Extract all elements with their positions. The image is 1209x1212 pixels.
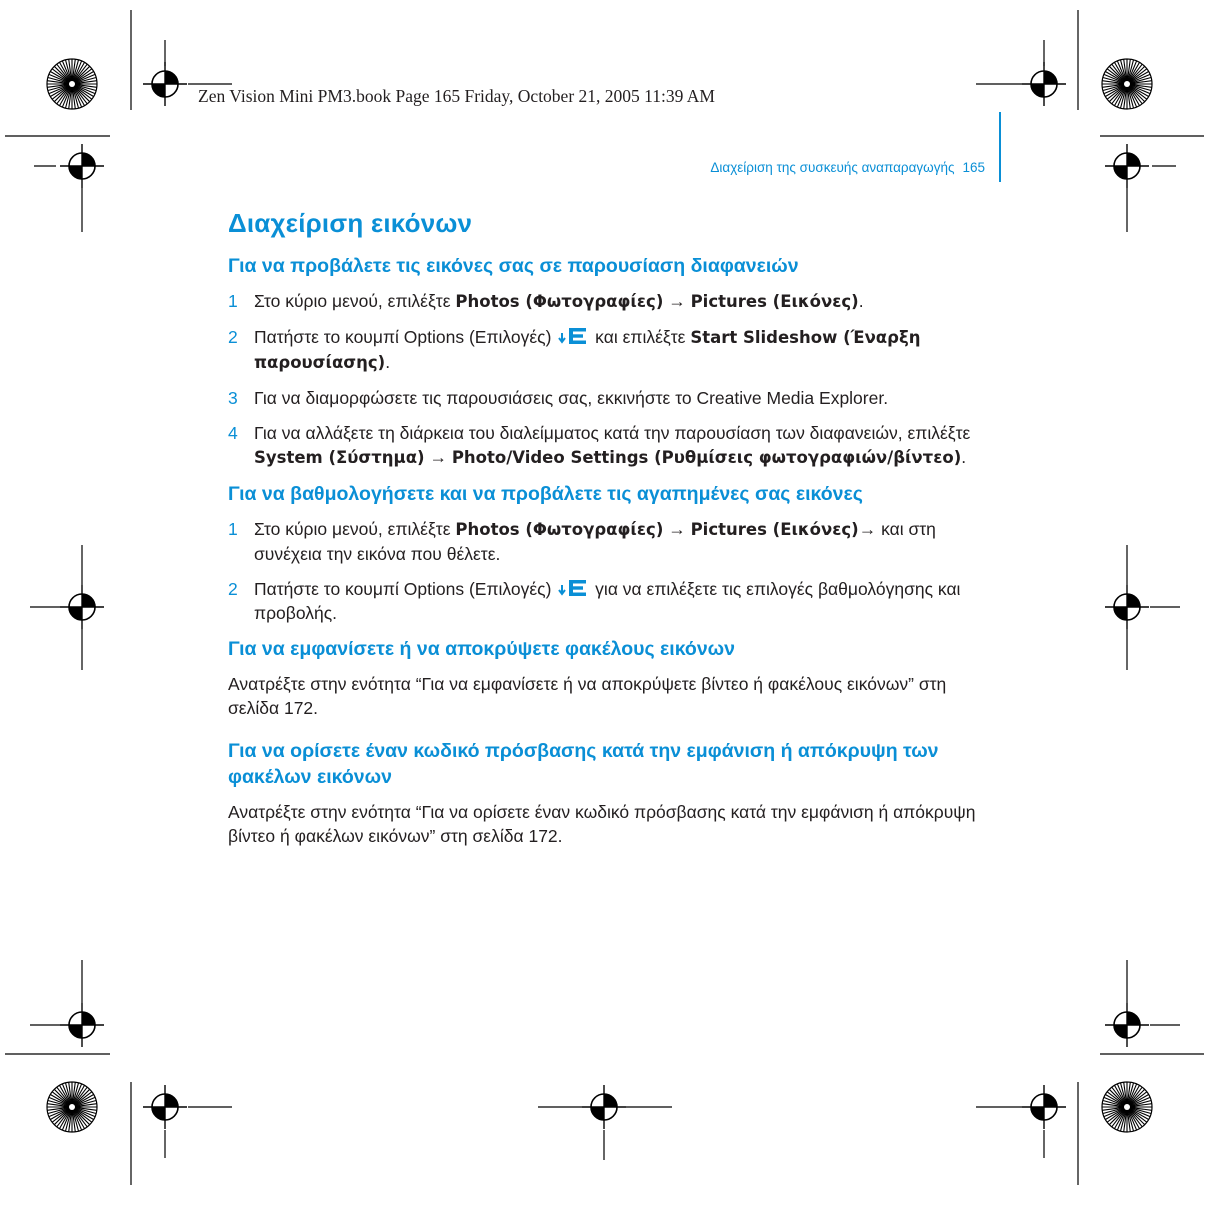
step-number: 2 — [228, 327, 238, 347]
step-number: 3 — [228, 388, 238, 408]
step-item: 2 Πατήστε το κουμπί Options (Επιλογές) και επιλέξτε Start Slideshow (Έναρξη παρουσίασης). — [228, 327, 921, 372]
step-number: 2 — [228, 579, 238, 599]
step-item: 2 Πατήστε το κουμπί Options (Επιλογές) για να επιλέξετε τις επιλογές βαθμολόγησης και προβολής. — [228, 579, 961, 623]
running-head-title: Διαχείριση της συσκευής αναπαραγωγής — [710, 160, 955, 175]
steps-rate-favorites — [228, 517, 988, 625]
section-heading-password: Για να ορίσετε έναν κωδικό πρόσβασης κατά την εμφάνιση ή απόκρυψη των φακέλων εικόνων — [228, 740, 939, 788]
options-button-icon — [558, 579, 588, 597]
step-item: 1 Στο κύριο μενού, επιλέξτε Photos (Φωτογραφίες) → Pictures (Εικόνες)→ και στη συνέχεια την εικόνα που θέλετε. — [228, 519, 936, 564]
step-item: 3 Για να διαμορφώσετε τις παρουσιάσεις σας, εκκινήστε το Creative Media Explorer. — [228, 388, 889, 408]
page-content — [228, 208, 988, 856]
options-button-icon — [558, 327, 588, 345]
arrow-icon: → — [858, 519, 877, 539]
arrow-icon: → — [663, 291, 691, 311]
steps-slideshow — [228, 289, 988, 470]
print-slug: Zen Vision Mini PM3.book Page 165 Friday, October 21, 2005 11:39 AM — [198, 86, 715, 106]
step-number: 1 — [228, 519, 238, 539]
section-text: Ανατρέξτε στην ενότητα “Για να ορίσετε έναν κωδικό πρόσβασης κατά την εμφάνιση ή απόκρυψη βίντεο ή φακέλων εικόνων” στη σελίδα 172. — [228, 802, 976, 846]
step-item: 4 Για να αλλάξετε τη διάρκεια του διαλείμματος κατά την παρουσίαση των διαφανειών, επιλέξτε System (Σύστημα) → Photo/Video Settings (Ρυθμίσεις φωτογραφιών/βίντεο). — [228, 423, 971, 467]
step-number: 4 — [228, 423, 238, 443]
section-heading-rate-favorites: Για να βαθμολογήσετε και να προβάλετε τις αγαπημένες σας εικόνες — [228, 483, 863, 505]
section-heading-show-hide-folders: Για να εμφανίσετε ή να αποκρύψετε φακέλους εικόνων — [228, 638, 735, 660]
running-head-rule — [999, 112, 1001, 182]
arrow-icon: → — [424, 447, 452, 467]
section-text: Ανατρέξτε στην ενότητα “Για να εμφανίσετε ή να αποκρύψετε βίντεο ή φακέλους εικόνων” στη σελίδα 172. — [228, 674, 947, 718]
step-number: 1 — [228, 291, 238, 311]
arrow-icon: → — [663, 519, 691, 539]
page-number: 165 — [962, 160, 985, 175]
page-title: Διαχείριση εικόνων — [228, 208, 473, 238]
section-heading-slideshow: Για να προβάλετε τις εικόνες σας σε παρουσίαση διαφανειών — [228, 255, 799, 277]
step-item: 1 Στο κύριο μενού, επιλέξτε Photos (Φωτογραφίες) → Pictures (Εικόνες). — [228, 291, 864, 311]
running-head — [710, 160, 985, 175]
